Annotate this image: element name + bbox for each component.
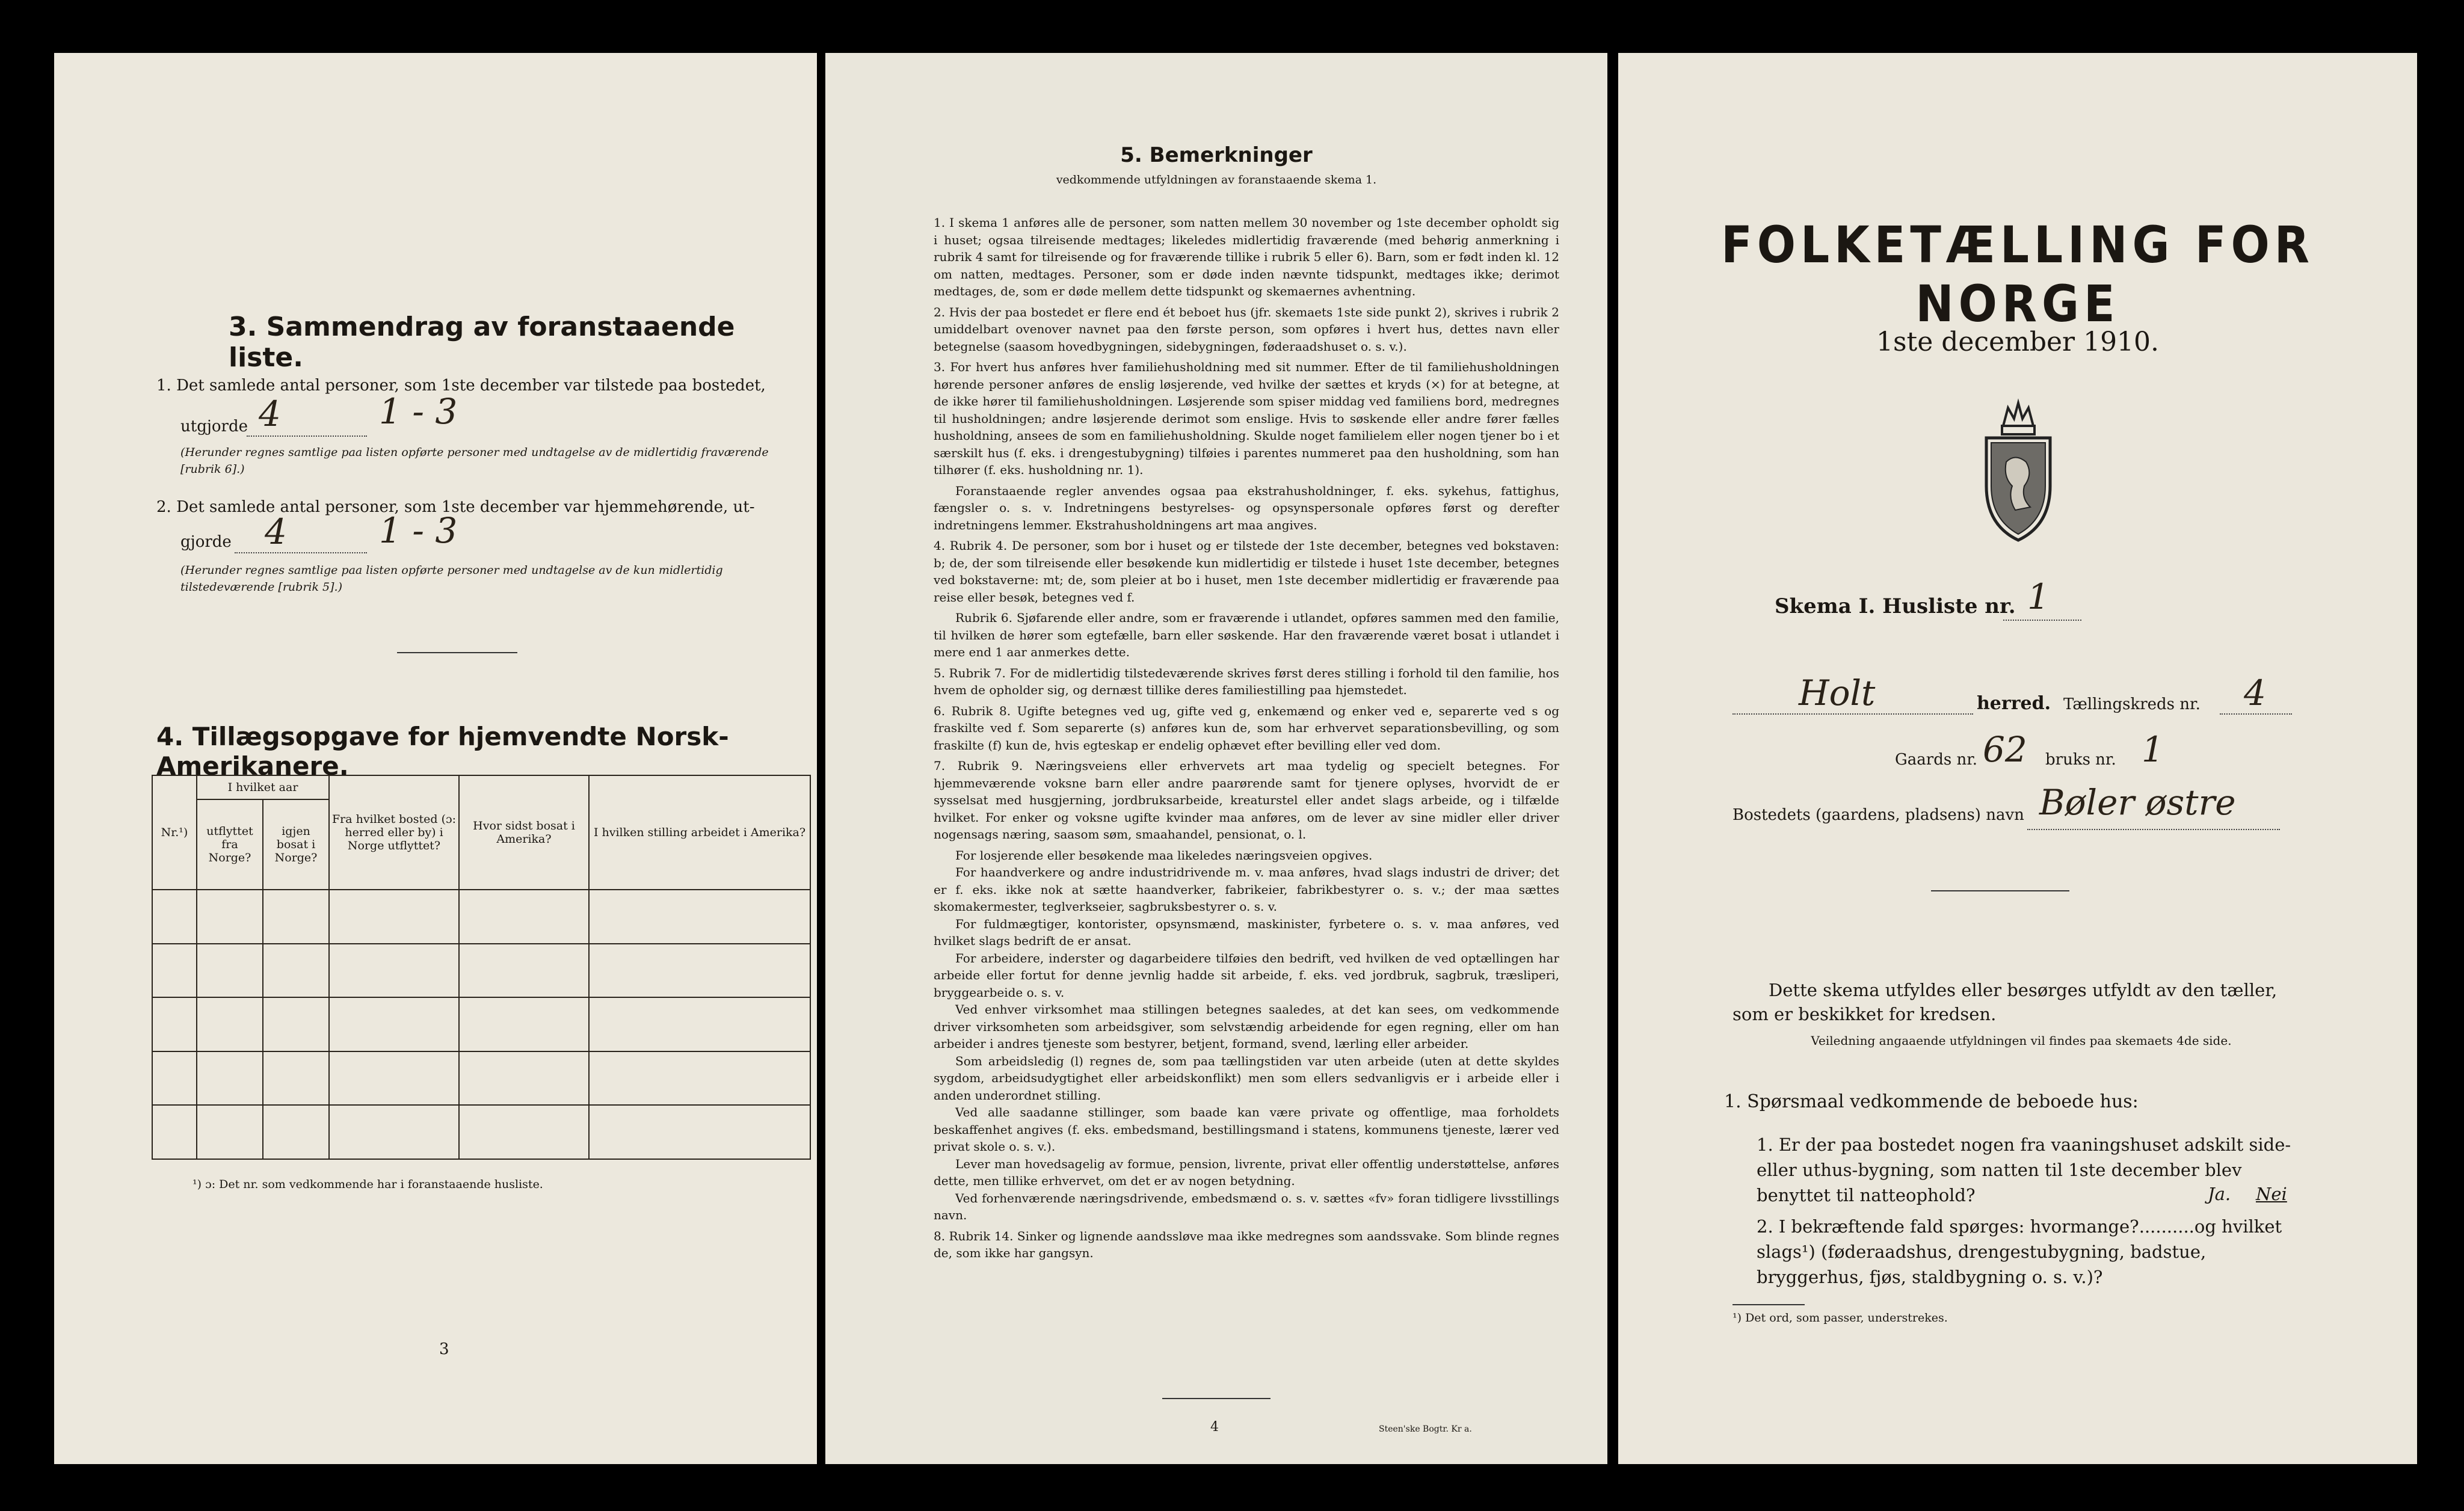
table-row xyxy=(152,890,810,944)
answer-ja: Ja. xyxy=(2208,1184,2231,1204)
section-3-title: 3. Sammendrag av foranstaaende liste. xyxy=(229,312,735,373)
remark-paragraph: Ved alle saadanne stillinger, som baade kan være private og offentlige, maa forholdets beskaffenhet angives (f. eks. embedsmand, bestillingsmand i statens, kommunens tjeneste, lærer ved privat skole o. s. v.). xyxy=(934,1105,1559,1154)
remark-paragraph: For fuldmægtiger, kontorister, opsynsmænd, maskinister, fyrbetere o. s. v. maa anføres, ved hvilket slags bedrift de er ansat. xyxy=(934,916,1559,948)
remarks-body xyxy=(934,214,1559,1266)
remark-paragraph: 6. Rubrik 8. Ugifte betegnes ved ug, gifte ved g, enkemænd og enker ved e, separerte ved s og fraskilte ved f. Som separerte (s) anføres kun de, som har erhvervet separationsbevilling, og som fraskilte (f) kun de, hvis egteskap er endelig ophævet efter bevilling eller ved dom. xyxy=(934,703,1559,752)
page-number: 3 xyxy=(439,1340,449,1358)
remark-paragraph: 1. I skema 1 anføres alle de personer, som natten mellem 30 november og 1ste december opholdt sig i huset; ogsaa tilreisende medtages; likeledes midlertidig fraværende (med behørig anmerkning i rubrik 4 samt for tilreisende og for fraværende tillike i rubrik 5 eller 6). Barn, som er født inden kl. 12 om natten, medtages. Personer, som er døde inden nævnte tidspunkt, medtages ikke; derimot medtages, de, som er døde mellem dette tidspunkt og skemaernes avhentning. xyxy=(934,215,1559,298)
item1-utgjorde-label: utgjorde xyxy=(180,417,248,435)
table-row xyxy=(152,1051,810,1106)
remark-paragraph: 4. Rubrik 4. De personer, som bor i huset og er tilstede der 1ste december, betegnes ved bokstaven: b; de, der som tilreisende eller besøkende kun midlertidig er tilstede i huset 1ste december, betegnes ved bokstaverne: mt; de, som pleier at bo i huset, men 1ste december midlertidig er fraværende paa reise eller besøk, betegnes ved f. xyxy=(934,538,1559,605)
remark-paragraph: 3. For hvert hus anføres hver familiehusholdning med sit nummer. Efter de til familiehusholdningen hørende personer anføres de enslig løsjerende, ved hvilke der sættes et kryds (×) for at betegne, at de ikke hører til familiehusholdningen. Løsjerende som spiser middag ved familiens bord, medregnes til husholdningen; andre løsjerende derimot som enslige. Hvis to søskende eller andre fører fælles husholdning, ansees de som en familiehusholdning. Skulde noget familielem eller nogen tjener bo i et særskilt hus (f. eks. i drengestubygning) tilføies i parentes nummeret paa den husholdning, som han tilhører (f. eks. husholdning nr. 1). xyxy=(934,360,1559,477)
divider xyxy=(397,652,517,653)
item1-handwritten-range: 1 - 3 xyxy=(379,391,458,432)
remark-paragraph: Foranstaaende regler anvendes ogsaa paa ekstrahusholdninger, f. eks. sykehus, fattighus, fængsler o. s. v. Indretningens bestyrelses- og opsynspersonale opføres først og derefter indretningens lemmer. Ekstrahusholdningens art maa angives. xyxy=(934,483,1559,532)
husliste-nr-underline xyxy=(2003,620,2081,621)
husliste-nr-value: 1 xyxy=(2027,576,2050,617)
item2-handwritten-value: 4 xyxy=(265,511,287,552)
col-stilling-header: I hvilken stilling arbeidet i Amerika? xyxy=(589,775,810,890)
table-row xyxy=(152,944,810,998)
footnote-divider xyxy=(1732,1304,1805,1305)
kreds-underline xyxy=(2220,713,2292,715)
remark-paragraph: 8. Rubrik 14. Sinker og lignende aandssløve maa ikke medregnes som aandssvake. Som blinde regnes de, som ikke har gangsyn. xyxy=(934,1228,1559,1260)
remark-paragraph: For losjerende eller besøkende maa likeledes næringsveien opgives. xyxy=(955,848,1373,863)
col-nr-header: Nr.¹) xyxy=(152,775,197,890)
item2-underline xyxy=(235,552,367,553)
instruction-note: Veiledning angaaende utfyldningen vil findes paa skemaets 4de side. xyxy=(1811,1033,2232,1048)
item1-handwritten-value: 4 xyxy=(259,393,281,434)
divider xyxy=(1931,890,2069,891)
skema-label: Skema I. Husliste nr. xyxy=(1775,594,2016,618)
item2-note: (Herunder regnes samtlige paa listen opførte personer med undtagelse av de kun midlertidig tilstedeværende [rubrik 5].) xyxy=(180,564,723,594)
form-date: 1ste december 1910. xyxy=(1876,327,2160,357)
norwegian-coat-of-arms-icon xyxy=(1979,396,2057,546)
remark-paragraph: Lever man hovedsagelig av formue, pension, livrente, privat eller offentlig understøttelse, anføres dette, men tillike erhvervet, om det er av nogen betydning. xyxy=(934,1156,1559,1188)
item1-underline xyxy=(247,435,367,437)
remark-paragraph: 5. Rubrik 7. For de midlertidig tilstedeværende skrives først deres stilling i forhold til den familie, hos hvem de opholder sig, og dernæst tillike deres familiestilling paa hjemstedet. xyxy=(934,665,1559,697)
col-hvor-sidst-header: Hvor sidst bosat i Amerika? xyxy=(459,775,589,890)
answer-nei-underlined: Nei xyxy=(2256,1184,2287,1204)
bruks-value: 1 xyxy=(2142,729,2164,770)
herred-label: herred. xyxy=(1977,693,2051,714)
col-group-aar-header: I hvilket aar xyxy=(197,775,329,799)
section-4-title: 4. Tillægsopgave for hjemvendte Norsk-Amerikanere. xyxy=(156,722,729,781)
item2-gjorde-label: gjorde xyxy=(180,533,232,551)
page-number: 4 xyxy=(1210,1420,1219,1435)
page-right xyxy=(1618,53,2417,1464)
gaards-label: Gaards nr. xyxy=(1895,751,1978,769)
remarks-subtitle: vedkommende utfyldningen av foranstaaende skema 1. xyxy=(1056,173,1377,186)
question-2: 2. I bekræftende fald spørges: hvormange?..........og hvilket slags¹) (føderaadshus, drengestubygning, badstue, bryggerhus, fjøs, staldbygning o. s. v.)? xyxy=(1757,1216,2282,1287)
remark-paragraph: 2. Hvis der paa bostedet er flere end ét beboet hus (jfr. skemaets 1ste side punkt 2), skrives i rubrik 2 umiddelbart ovenover navnet paa den første person, som opføres i hvert hus, dettes navn eller betegnelse (saasom hovedbygningen, sidebygningen, føderaadshuset o. s. v.). xyxy=(934,304,1559,354)
bosted-value: Bøler østre xyxy=(2039,782,2236,823)
bosted-underline xyxy=(2027,829,2280,830)
page-left xyxy=(54,53,817,1464)
question-1: 1. Er der paa bostedet nogen fra vaaningshuset adskilt side- eller uthus-bygning, som natten til 1ste december blev benyttet til natteophold? xyxy=(1757,1134,2291,1205)
footnote: ¹) Det ord, som passer, understrekes. xyxy=(1732,1311,1948,1325)
kreds-label: Tællingskreds nr. xyxy=(2063,695,2201,713)
divider xyxy=(1162,1398,1270,1399)
remark-paragraph: Rubrik 6. Sjøfarende eller andre, som er fraværende i utlandet, opføres sammen med den familie, til hvilken de hører som egtefælle, barn eller søskende. Har den fraværende været bosat i utlandet i mere end 1 aar anmerkes dette. xyxy=(934,611,1559,659)
form-title: FOLKETÆLLING FOR NORGE xyxy=(1721,215,2314,333)
table-row xyxy=(152,1105,810,1159)
question-section-title: 1. Spørsmaal vedkommende de beboede hus: xyxy=(1724,1091,2139,1112)
remarks-title: 5. Bemerkninger xyxy=(1120,143,1313,167)
summary-item-1: 1. Det samlede antal personer, som 1ste december var tilstede paa bostedet, xyxy=(156,377,766,395)
remark-paragraph: Som arbeidsledig (l) regnes de, som paa tællingstiden var uten arbeide (uten at dette skyldes sygdom, arbeidsudygtighet eller arbeidskonflikt) men som ellers sedvanligvis er i arbeide eller i anden underordnet stilling. xyxy=(934,1053,1559,1103)
table-row xyxy=(152,997,810,1051)
table-footnote: ¹) ɔ: Det nr. som vedkommende har i foranstaaende husliste. xyxy=(192,1178,543,1191)
remark-paragraph: Ved forhenværende næringsdrivende, embedsmænd o. s. v. sættes «fv» foran tidligere livsstillings navn. xyxy=(934,1190,1559,1222)
bosted-label: Bostedets (gaardens, pladsens) navn xyxy=(1732,806,2024,824)
remark-paragraph: 7. Rubrik 9. Næringsveiens eller erhvervets art maa tydelig og specielt betegnes. For hjemmeværende voksne barn eller andre paarørende samt for tjenere oplyses, hvorvidt de er sysselsat med husgjerning, jordbruksarbeide, kreaturstel eller andet slags arbeide, og i tilfælde hvilket. For enker og voksne ugifte kvinder maa anføres, om de lever av sine midler eller driver nogensags næring, saasom søm, smaahandel, pensionat, o. l. xyxy=(934,759,1559,842)
col-fra-bosted-header: Fra hvilket bosted (ɔ: herred eller by) i Norge utflyttet? xyxy=(329,775,459,890)
remark-paragraph: Ved enhver virksomhet maa stillingen betegnes saaledes, at det kan sees, om vedkommende driver virksomheten som arbeidsgiver, som selvstændig arbeidende for egen regning, eller om han arbeider i andres tjeneste som bestyrer, betjent, formand, svend, lærling eller arbeider. xyxy=(934,1002,1559,1051)
remark-paragraph: For arbeidere, inderster og dagarbeidere tilføies den bedrift, ved hvilken de ved optællingen har arbeide eller fortut for denne jevnlig hadde sit arbeide, f. eks. ved jordbruk, sagbruk, træsliperi, bryggearbeide o. s. v. xyxy=(934,950,1559,1000)
kreds-value: 4 xyxy=(2244,672,2266,713)
item1-note: (Herunder regnes samtlige paa listen opførte personer med undtagelse av de midlertidig fraværende [rubrik 6].) xyxy=(180,446,769,476)
herred-value: Holt xyxy=(1799,672,1876,713)
instruction-text: Dette skema utfyldes eller besørges utfyldt av den tæller, som er beskikket for kredsen. xyxy=(1732,980,2278,1024)
col-utflyttet-header: utflyttet fra Norge? xyxy=(197,799,263,890)
bruks-label: bruks nr. xyxy=(2045,751,2116,769)
summary-item-2: 2. Det samlede antal personer, som 1ste december var hjemmehørende, ut- xyxy=(156,498,755,516)
item2-handwritten-range: 1 - 3 xyxy=(379,510,458,551)
page-middle xyxy=(825,53,1607,1464)
remark-paragraph: For haandverkere og andre industridrivende m. v. maa anføres, hvad slags industri de driver; det er f. eks. ikke nok at sætte haandverker, fabrikeier, fabrikbestyrer o. s. v.; der maa sættes skomakermester, teglverkseier, sagbruksbestyrer o. s. v. xyxy=(934,865,1559,914)
printer-mark: Steen'ske Bogtr. Kr a. xyxy=(1379,1424,1472,1434)
col-igjen-header: igjen bosat i Norge? xyxy=(263,799,329,890)
gaards-value: 62 xyxy=(1983,729,2027,770)
herred-underline xyxy=(1732,713,1973,715)
norsk-amerikanere-table xyxy=(152,775,811,1160)
